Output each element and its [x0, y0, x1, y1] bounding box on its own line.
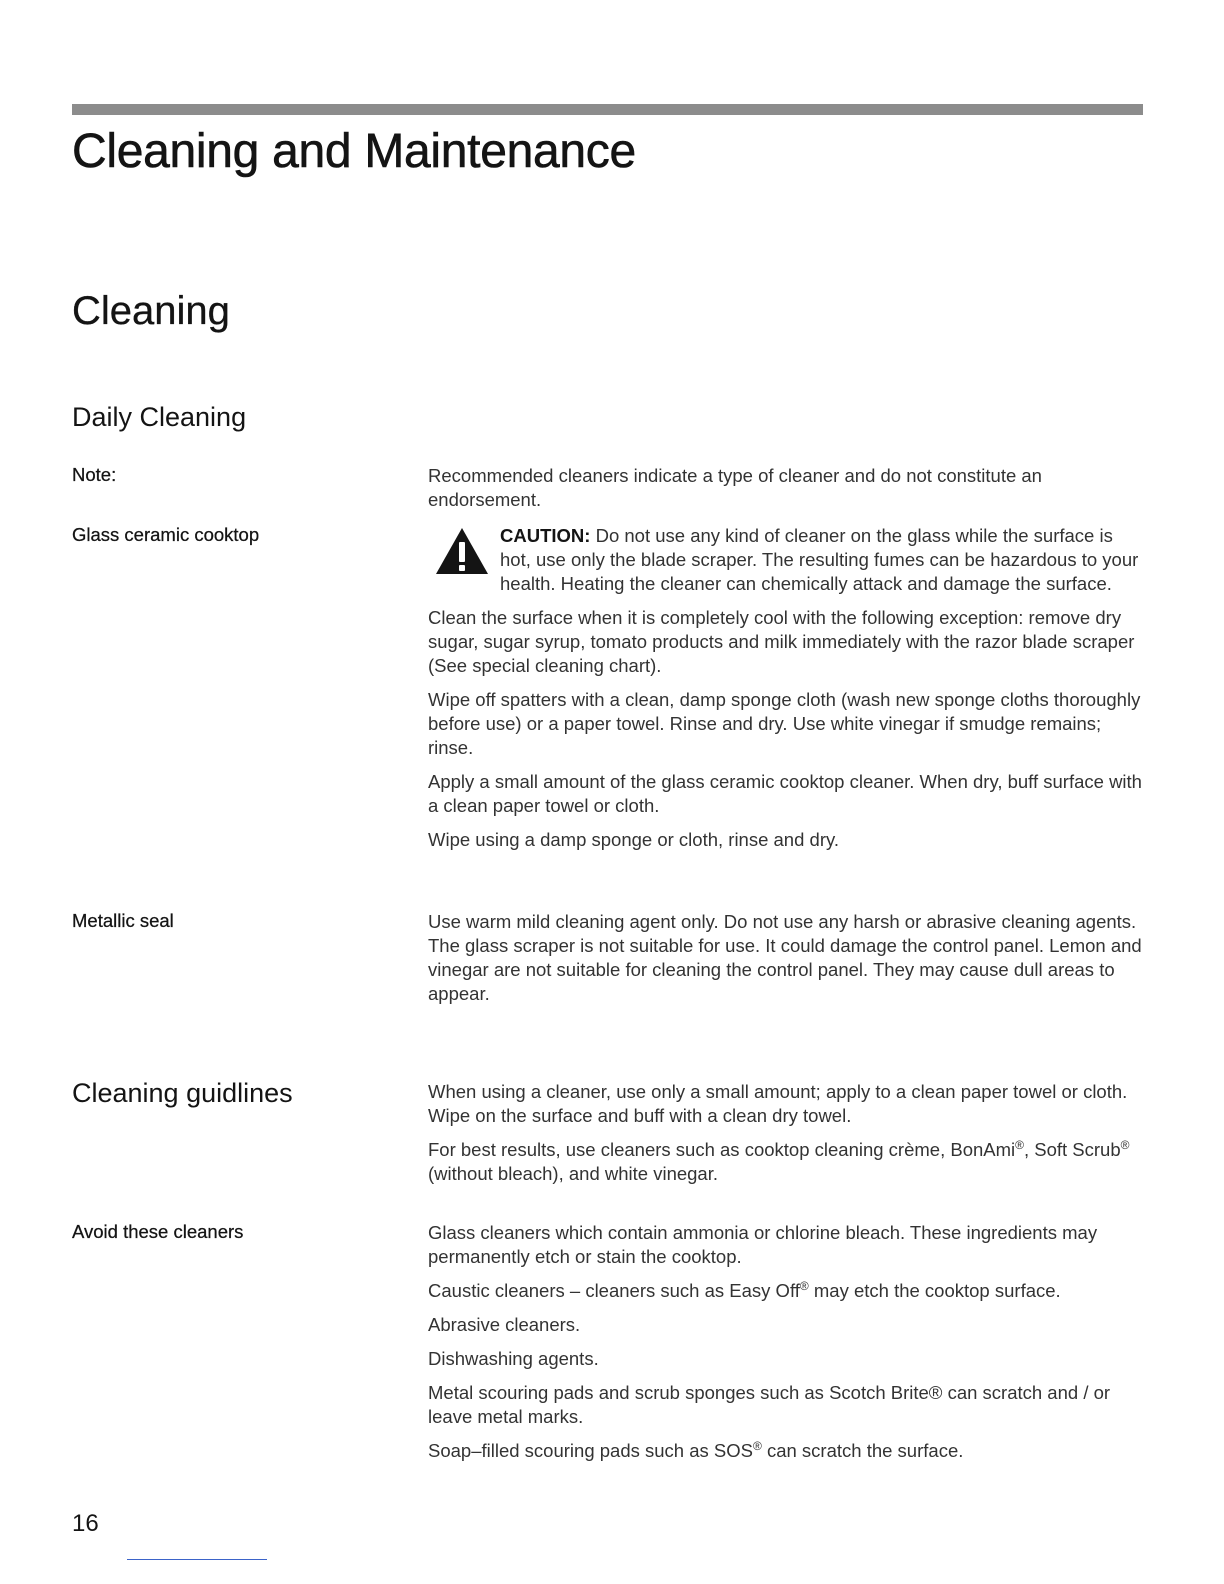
note-label: Note:	[72, 464, 117, 485]
metallic-seal-text: Use warm mild cleaning agent only. Do not use any harsh or abrasive cleaning agents. The glass scraper is not suitable for use. It could damage the control panel. Lemon and vinegar are not suitable for cleaning the control panel. They may cause dull areas to appear.	[428, 911, 1142, 1004]
registered-mark: ®	[752, 1438, 762, 1453]
avoid-p6-part-b: can scratch the surface.	[761, 1440, 964, 1461]
avoid-paragraph-2	[428, 1279, 1143, 1303]
registered-mark: ®	[1015, 1137, 1024, 1152]
avoid-p2-part-b: may etch the cooktop surface.	[808, 1280, 1061, 1301]
registered-mark: ®	[1120, 1137, 1130, 1152]
guidelines-p2-part-c: (without bleach), and white vinegar.	[428, 1163, 719, 1184]
avoid-p2-part-a: Caustic cleaners – cleaners such as Easy Off	[428, 1280, 800, 1301]
subsection-title-guidelines: Cleaning guidlines	[72, 1078, 293, 1108]
guidelines-paragraph-2	[428, 1138, 1143, 1186]
note-text: Recommended cleaners indicate a type of cleaner and do not constitute an endorsement.	[428, 465, 1042, 510]
glass-cooktop-label: Glass ceramic cooktop	[72, 524, 260, 545]
avoid-paragraph-3: Abrasive cleaners.	[428, 1314, 581, 1335]
avoid-paragraph-6	[428, 1439, 1143, 1463]
guidelines-p2-part-b: , Soft Scrub	[1023, 1139, 1121, 1160]
caution-text: Do not use any kind of cleaner on the glass while the surface is hot, use only the blade scraper. The resulting fumes can be hazardous to your health. Heating the cleaner can chemically attack and damage the surface.	[500, 525, 1139, 594]
glass-cooktop-block	[428, 524, 1143, 862]
subsection-title-daily: Daily Cleaning	[72, 402, 247, 432]
avoid-p6-part-a: Soap–filled scouring pads such as SOS	[428, 1440, 753, 1461]
footer-link-underline	[127, 1559, 267, 1560]
glass-paragraph-3: Apply a small amount of the glass ceramic cooktop cleaner. When dry, buff surface with a clean paper towel or cloth.	[428, 771, 1142, 816]
metallic-seal-block	[428, 910, 1143, 1016]
page-number: 16	[72, 1510, 99, 1537]
registered-mark: ®	[799, 1278, 809, 1293]
avoid-paragraph-1: Glass cleaners which contain ammonia or chlorine bleach. These ingredients may permanently etch or stain the cooktop.	[428, 1222, 1098, 1267]
page-title: Cleaning and Maintenance	[72, 125, 636, 178]
avoid-cleaners-block	[428, 1221, 1143, 1473]
header-rule	[72, 104, 1143, 115]
caution-label: CAUTION:	[500, 525, 591, 546]
avoid-paragraph-5: Metal scouring pads and scrub sponges such as Scotch Brite® can scratch and / or leave metal marks.	[428, 1382, 1111, 1427]
guidelines-paragraph-1: When using a cleaner, use only a small amount; apply to a clean paper towel or cloth. Wipe on the surface and buff with a clean dry towel.	[428, 1081, 1128, 1126]
warning-triangle-icon	[434, 526, 490, 576]
note-text-block	[428, 464, 1143, 522]
glass-paragraph-1: Clean the surface when it is completely cool with the following exception: remove dry sugar, sugar syrup, tomato products and milk immediately with the razor blade scraper (See special cleaning chart).	[428, 607, 1135, 676]
avoid-cleaners-label: Avoid these cleaners	[72, 1221, 244, 1242]
guidelines-block	[428, 1080, 1143, 1196]
avoid-paragraph-4: Dishwashing agents.	[428, 1348, 599, 1369]
guidelines-p2-part-a: For best results, use cleaners such as cooktop cleaning crème, BonAmi	[428, 1139, 1016, 1160]
glass-paragraph-4: Wipe using a damp sponge or cloth, rinse and dry.	[428, 829, 839, 850]
glass-paragraph-2: Wipe off spatters with a clean, damp sponge cloth (wash new sponge cloths thoroughly before use) or a paper towel. Rinse and dry. Use white vinegar if smudge remains; rinse.	[428, 689, 1141, 758]
caution-notice	[428, 524, 1143, 596]
metallic-seal-label: Metallic seal	[72, 910, 174, 931]
section-title: Cleaning	[72, 289, 230, 333]
